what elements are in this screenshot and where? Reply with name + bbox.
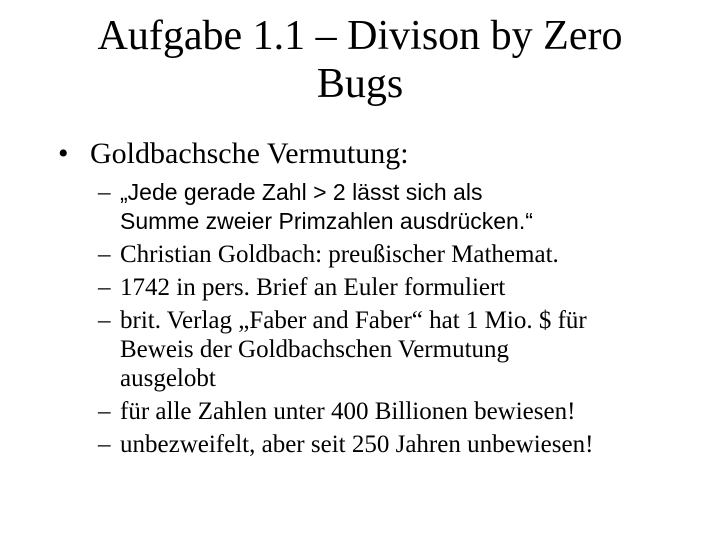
main-bullet-text: Goldbachsche Vermutung: (90, 137, 409, 170)
sub-bullet-item (98, 397, 698, 426)
title-line-1: Aufgabe 1.1 – Divison by Zero (97, 13, 623, 59)
item-line: für alle Zahlen unter 400 Billionen bewiesen! (120, 398, 576, 425)
item-line: Summe zweier Primzahlen ausdrücken.“ (120, 208, 533, 234)
dash-marker: – (98, 179, 111, 206)
bullet-marker: • (58, 137, 69, 170)
item-line: unbezweifelt, aber seit 250 Jahren unbewiesen! (120, 431, 594, 458)
dash-marker: – (98, 307, 111, 334)
dash-marker: – (98, 241, 111, 268)
dash-marker: – (98, 431, 111, 458)
item-line: ausgelobt (120, 365, 216, 392)
sub-bullet-item (98, 430, 698, 459)
item-line: Christian Goldbach: preußischer Mathemat. (120, 241, 559, 268)
item-line: Beweis der Goldbachschen Vermutung (120, 336, 510, 363)
main-bullet (58, 137, 409, 171)
item-line: 1742 in pers. Brief an Euler formuliert (120, 274, 506, 301)
dash-marker: – (98, 398, 111, 425)
sub-bullet-item (98, 240, 698, 269)
title-line-2: Bugs (316, 61, 404, 107)
sub-bullet-list (98, 178, 698, 463)
slide-title (40, 12, 680, 108)
sub-bullet-item (98, 306, 698, 393)
dash-marker: – (98, 274, 111, 301)
sub-bullet-item (98, 178, 698, 236)
sub-bullet-item (98, 273, 698, 302)
item-line: „Jede gerade Zahl > 2 lässt sich als (120, 179, 483, 205)
item-line: brit. Verlag „Faber and Faber“ hat 1 Mio. $ für (120, 307, 587, 334)
